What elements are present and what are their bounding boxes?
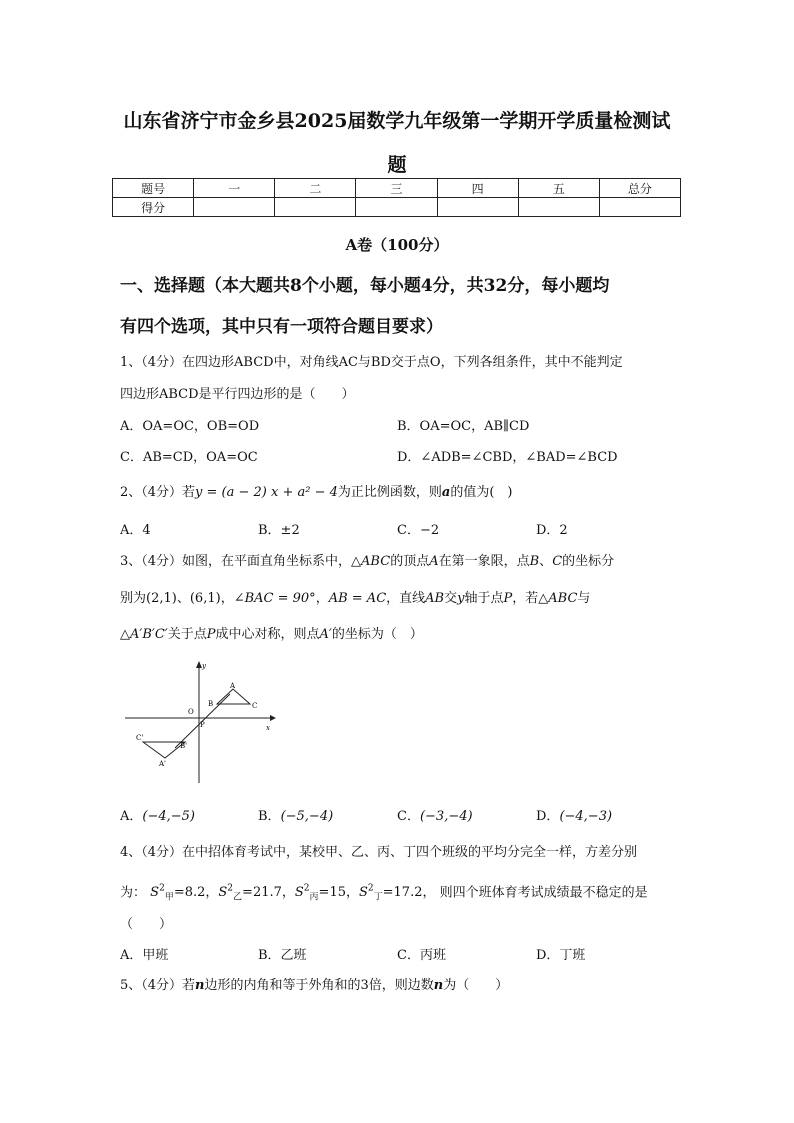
variance-class: 乙 [233, 892, 243, 903]
q3-text: 成中心对称，则点 [215, 627, 320, 642]
label-a: A [230, 682, 236, 690]
variance-class: 丁 [373, 892, 383, 903]
score-cell [518, 198, 599, 217]
question-2-formula: y = (a − 2) x + a² − 4 [195, 485, 338, 500]
question-5-text [120, 977, 508, 995]
question-2-suffix-2: 的值为( ) [450, 485, 513, 500]
label-b-prime: B' [180, 742, 188, 750]
question-2-variable: a [441, 485, 451, 500]
variance-item: $S^2_丙=15$， [294, 884, 359, 903]
section-a-heading: A卷（100分） [345, 236, 449, 254]
label-p: P [200, 721, 205, 729]
table-cell: 四 [437, 179, 518, 198]
score-table-score-row [113, 198, 681, 217]
question-2-option-a: A．4 [120, 523, 151, 538]
question-4-option-a: A．甲班 [120, 948, 169, 963]
question-2-text [120, 484, 513, 502]
q3-text: 3、（4分）如图，在平面直角坐标系中， [120, 554, 352, 569]
option-letter: D． [536, 809, 560, 824]
x-axis-arrow [270, 715, 276, 721]
question-1-text: 1、（4分）在四边形ABCD中，对角线AC与BD交于点O，下列各组条件，其中不能判定 [120, 355, 623, 370]
q5-text: 5、（4分）若 [120, 978, 196, 993]
question-3-option-c [397, 808, 473, 826]
q5-variable: n [195, 978, 205, 993]
q3-text: 的坐标为（ ） [331, 627, 423, 642]
q3-math: P [503, 591, 513, 606]
question-4-option-c: C．丙班 [397, 948, 446, 963]
q3-math: y [457, 591, 465, 606]
variance-class: 甲 [164, 892, 174, 903]
q3-text: 轴于点 [464, 591, 504, 606]
q5-variable: n [433, 978, 444, 993]
q3-text: 的坐标分 [562, 554, 615, 569]
variance-value: =17.2， [382, 885, 436, 901]
q3-text: 关于点 [167, 627, 207, 642]
question-4-text-line-3: （ ） [120, 917, 173, 932]
question-3-option-a [120, 808, 195, 826]
label-y: y [202, 662, 206, 670]
q3-symbol: A [429, 554, 439, 569]
score-cell [437, 198, 518, 217]
question-1-option-a: A．OA=OC，OB=OD [120, 419, 260, 434]
label-b: B [208, 700, 214, 708]
question-4-text-line-2 [120, 880, 648, 907]
q3-math: (6,1) [189, 591, 221, 606]
q3-math: (2,1) [146, 591, 177, 606]
variance-value: =15， [318, 885, 359, 901]
score-table [112, 178, 681, 217]
table-cell: 得分 [113, 198, 194, 217]
table-cell: 二 [275, 179, 356, 198]
question-4-option-d: D．丁班 [536, 948, 586, 963]
question-3-text-line-2: 别为(2,1)、(6,1)，∠BAC = 90°，AB = AC，直线AB交y轴于点P，若△ABC与 [120, 591, 591, 606]
question-2-option-d: D．2 [536, 523, 568, 538]
q3-math: ∠BAC = 90° [233, 591, 316, 606]
q4-text: 则四个班体育考试成绩最不稳定的是 [439, 885, 648, 901]
q3-symbol: △ABC [351, 554, 391, 569]
question-1-option-d: D．∠ADB=∠CBD，∠BAD=∠BCD [397, 450, 618, 465]
q3-math: △A′B′C′ [120, 627, 168, 642]
q5-text: 为（ ） [443, 978, 509, 993]
q3-text: ，若 [512, 591, 539, 606]
q3-symbol: C [552, 554, 563, 569]
q3-text: ，直线 [386, 591, 426, 606]
score-cell [194, 198, 275, 217]
option-value: (−4,−5) [142, 809, 195, 824]
table-cell: 一 [194, 179, 275, 198]
page-title-continued: 题 [387, 154, 407, 176]
q3-text: 的顶点 [390, 554, 430, 569]
variance-value: =8.2， [173, 885, 219, 901]
table-cell: 五 [518, 179, 599, 198]
q3-math: △ABC [538, 591, 578, 606]
question-3-text-line-3 [120, 626, 423, 644]
q3-math: A′ [319, 627, 332, 642]
q3-math: AB = AC [328, 591, 387, 606]
option-letter: A． [120, 809, 143, 824]
table-cell: 总分 [599, 179, 680, 198]
q3-text: 别为 [120, 591, 147, 606]
question-4-option-b: B．乙班 [258, 948, 307, 963]
option-value: (−5,−4) [280, 809, 334, 824]
variance-item: $S^2_甲=8.2$， [150, 884, 219, 903]
variance-item: $S^2_丁=17.2$， [358, 884, 436, 903]
label-a-prime: A' [159, 760, 166, 768]
q3-text: 、 [539, 554, 553, 569]
section-one-heading-continued: 有四个选项，其中只有一项符合题目要求） [120, 317, 443, 337]
question-2-prefix: 2、（4分）若 [120, 485, 196, 500]
variance-item: $S^2_乙=21.7$， [218, 884, 295, 903]
q3-text: 在第一象限，点 [438, 554, 530, 569]
question-1-option-b: B．OA=OC，AB∥CD [397, 419, 530, 434]
option-value: (−4,−3) [559, 809, 613, 824]
question-3-text [120, 553, 614, 571]
q5-text: 边形的内角和等于外角和的3倍，则边数 [204, 978, 434, 993]
label-c-prime: C' [136, 734, 144, 742]
option-letter: B． [258, 809, 281, 824]
option-letter: C． [397, 809, 420, 824]
question-1-text-continued: 四边形ABCD是平行四边形的是（ ） [120, 387, 355, 402]
score-cell [599, 198, 680, 217]
section-one-heading: 一、选择题（本大题共8个小题，每小题4分，共32分，每小题均 [120, 276, 610, 296]
variance-value: =21.7， [242, 885, 295, 901]
score-cell [275, 198, 356, 217]
question-3-figure [120, 658, 280, 788]
question-2-option-c: C．−2 [397, 523, 440, 538]
label-x: x [266, 724, 270, 732]
q4-text: 为： [120, 885, 147, 901]
question-2-suffix: 为正比例函数，则 [337, 485, 442, 500]
q3-symbol: B [529, 554, 540, 569]
q3-math: AB [425, 591, 445, 606]
question-3-option-d [536, 808, 612, 826]
page-title: 山东省济宁市金乡县2025届数学九年级第一学期开学质量检测试 [123, 110, 671, 132]
score-table-header-row [113, 179, 681, 198]
q3-math: P [206, 627, 216, 642]
variance-class: 丙 [309, 892, 319, 903]
label-o: O [188, 708, 194, 716]
q3-text: 、 [176, 591, 190, 606]
table-cell: 三 [356, 179, 437, 198]
q3-text: 交 [444, 591, 458, 606]
table-cell: 题号 [113, 179, 194, 198]
question-3-option-b [258, 808, 333, 826]
question-4-text: 4、（4分）在中招体育考试中，某校甲、乙、丙、丁四个班级的平均分完全一样，方差分别 [120, 845, 638, 860]
question-2-option-b: B．±2 [258, 523, 300, 538]
question-1-option-c: C．AB=CD，OA=OC [120, 450, 258, 465]
label-c: C [252, 702, 258, 710]
score-cell [356, 198, 437, 217]
option-value: (−3,−4) [419, 809, 473, 824]
